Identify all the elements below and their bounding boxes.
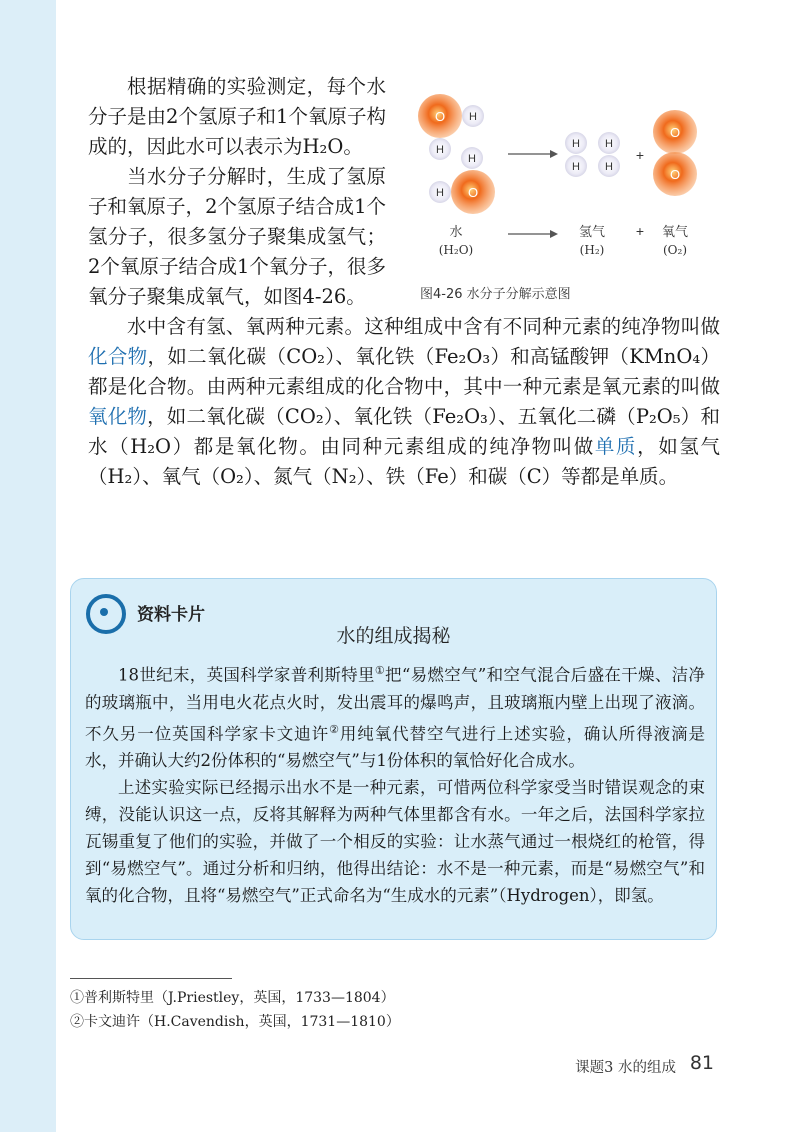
- paragraph-text: 根据精确的实验测定，每个水分子是由2个氢原子和1个氧原子构成的，因此水可以表示为: [88, 75, 386, 158]
- paragraph-text: 水中含有氢、氧两种元素。这种组成中含有不同种元素的纯净物叫做: [127, 315, 720, 338]
- footnote-divider: [70, 978, 232, 979]
- figure-caption: 图4-26 水分子分解示意图: [420, 287, 571, 302]
- hydrogen-molecules: [565, 132, 620, 177]
- atom-symbol: O: [669, 125, 681, 140]
- paragraph-text: ，如二氧化碳（CO₂）、氧化铁（Fe₂O₃）、五氧化二磷（P₂O₅）和水（H₂O）都是氧化物。由同种元素组成的纯净物叫做: [88, 405, 720, 458]
- reaction-arrow: [508, 150, 558, 158]
- paragraph-compound-definition: [88, 312, 720, 492]
- plus-sign: +: [635, 223, 645, 239]
- atom-symbol: H: [436, 187, 444, 199]
- paragraph-text: ，如氢气（H₂）、氧气（O₂）、氮气（N₂）、铁（Fe）和碳（C）等都是单质。: [88, 435, 720, 488]
- paragraph-text: ，如二氧化碳（CO₂）、氧化铁（Fe₂O₃）和高锰酸钾（KMnO₄）都是化合物。由两种元素组成的化合物中，其中一种元素是氧元素的叫做: [88, 345, 720, 398]
- paragraph-decomposition: 当水分子分解时，生成了氢原子和氧原子，2个氢原子结合成1个氢分子，很多氢分子聚集成氢气；2个氧原子结合成1个氧分子，很多氧分子聚集成氧气，如图4-26。: [88, 165, 386, 308]
- term-oxide: 氧化物: [88, 405, 148, 428]
- atom-symbol: H: [605, 138, 613, 150]
- paragraph-water-molecule: [88, 72, 386, 162]
- reaction-arrow: [508, 230, 558, 238]
- atom-symbol: O: [434, 109, 446, 124]
- water-decomposition-figure: [400, 88, 728, 312]
- oxygen-molecule: [653, 110, 697, 196]
- term-compound: 化合物: [88, 345, 148, 368]
- term-element: 单质: [594, 435, 638, 458]
- atom-symbol: O: [467, 185, 479, 200]
- atom-symbol: H: [436, 144, 444, 156]
- footnote-ref: ②: [329, 722, 340, 736]
- water-label: 水: [449, 225, 463, 240]
- oxygen-formula-label: (O₂): [662, 243, 688, 257]
- paragraph-text: 把“易燃空气”和空气混合后盛在干燥、洁净的玻璃瓶中，当用电火花点火时，发出震耳的爆鸣声，且玻璃瓶内壁上出现了液滴。不久另一位英国科学家卡文迪许: [85, 665, 705, 743]
- water-formula-label: (H₂O): [438, 243, 474, 257]
- oxygen-label: 氧气: [661, 225, 689, 240]
- info-card-label: 资料卡片: [137, 605, 205, 625]
- atom-symbol: O: [669, 167, 681, 182]
- info-card-title: 水的组成揭秘: [336, 625, 451, 647]
- paragraph-text: 用纯氧代替空气进行上述实验，确认所得液滴是水，并确认大约2份体积的“易燃空气”与1份体积的氧恰好化合成水。: [85, 724, 706, 770]
- chapter-footer: 课题3 水的组成: [575, 1060, 676, 1076]
- plus-sign: +: [635, 147, 645, 163]
- info-card-body: [85, 657, 705, 909]
- atom-symbol: H: [572, 161, 580, 173]
- footnote: ②卡文迪许（H.Cavendish，英国，1731—1810）: [70, 1014, 400, 1030]
- atom-symbol: H: [469, 111, 477, 123]
- atom-symbol: H: [605, 161, 613, 173]
- info-card-paragraph: [85, 657, 705, 774]
- footnote-ref: ①: [374, 664, 386, 677]
- atom-symbol: H: [468, 153, 476, 165]
- page-number: 81: [689, 1052, 714, 1074]
- footnote: ①普利斯特里（J.Priestley，英国，1733—1804）: [70, 990, 395, 1006]
- water-formula: H₂O。: [302, 135, 363, 158]
- info-card: [70, 578, 717, 940]
- page-margin-strip: [0, 0, 56, 1132]
- paragraph-text: 18世纪末，英国科学家普利斯特里: [118, 665, 375, 685]
- atom-symbol: H: [572, 138, 580, 150]
- hydrogen-formula-label: (H₂): [579, 243, 605, 257]
- hydrogen-label: 氢气: [578, 225, 606, 240]
- info-card-paragraph: 上述实验实际已经揭示出水不是一种元素，可惜两位科学家受当时错误观念的束缚，没能认识这一点，反将其解释为两种气体里都含有水。一年之后，法国科学家拉瓦锡重复了他们的实验，并做了一个相反的实验：让水蒸气通过一根烧红的枪管，得到“易燃空气”。通过分析和归纳，他得出结论：水不是一种元素，而是“易燃空气”和氧的化合物，且将“易燃空气”正式命名为“生成水的元素”（Hydrogen），即氢。: [85, 778, 705, 905]
